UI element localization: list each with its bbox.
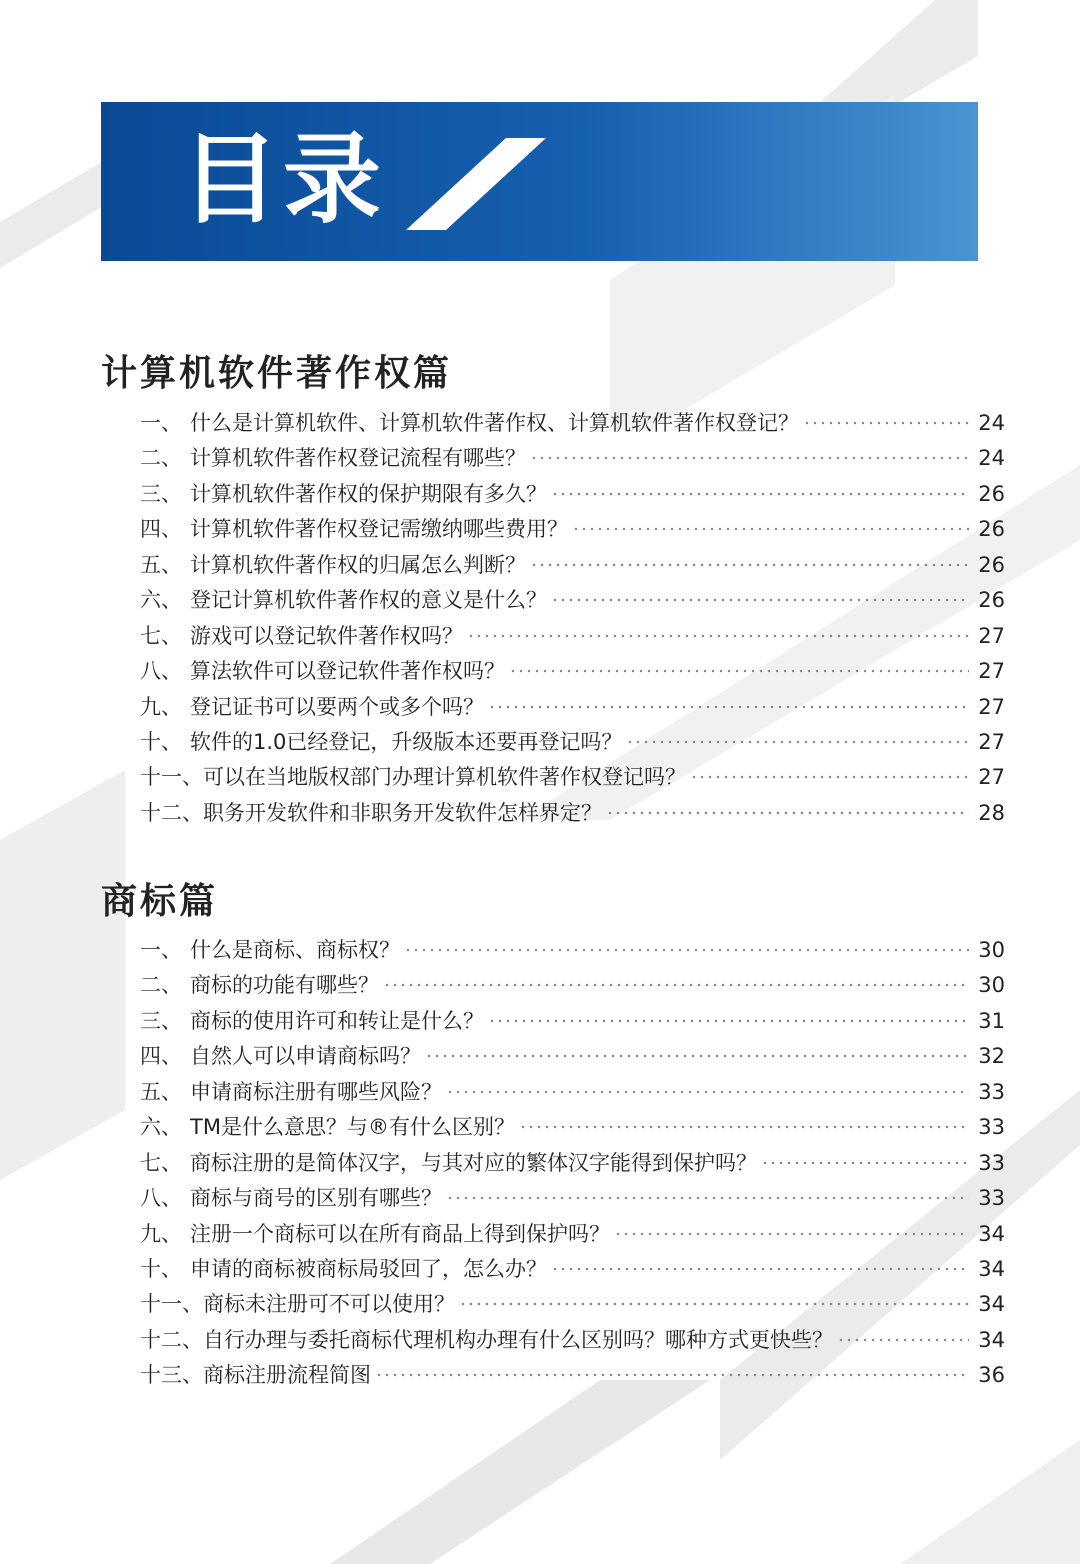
toc-entry-number: 十、 <box>140 729 182 754</box>
toc-list-software-copyright <box>140 406 1005 831</box>
toc-entry-page: 33 <box>978 1150 1005 1175</box>
toc-entry-number: 九、 <box>140 694 182 719</box>
toc-entry-page: 32 <box>978 1044 1005 1069</box>
dot-leader <box>404 948 969 952</box>
toc-entry-number: 七、 <box>140 1150 182 1175</box>
toc-entry-number: 四、 <box>140 1044 182 1069</box>
toc-entry-number: 十、 <box>140 1256 182 1281</box>
toc-entry-title: 游戏可以登记软件著作权吗？ <box>190 623 463 648</box>
toc-entry-number: 二、 <box>140 446 182 471</box>
toc-entry[interactable] <box>140 1217 1005 1252</box>
toc-entry-page: 34 <box>978 1221 1005 1246</box>
dot-leader <box>425 1054 969 1058</box>
stripe-bottom-right <box>900 1440 1080 1564</box>
toc-entry[interactable] <box>140 619 1005 654</box>
dot-leader <box>519 1125 969 1129</box>
toc-entry-page: 28 <box>978 800 1005 825</box>
dot-leader <box>446 1090 969 1094</box>
dot-leader <box>803 421 969 425</box>
toc-entry-title: 登记证书可以要两个或多个吗？ <box>190 694 484 719</box>
toc-entry-page: 33 <box>978 1115 1005 1140</box>
toc-entry-title: 计算机软件著作权的归属怎么判断？ <box>190 552 526 577</box>
dot-leader <box>383 983 969 987</box>
toc-entry-title: 职务开发软件和非职务开发软件怎样界定？ <box>203 800 602 825</box>
toc-entry[interactable] <box>140 1181 1005 1216</box>
toc-entry-page: 27 <box>978 623 1005 648</box>
toc-list-trademark <box>140 933 1005 1394</box>
toc-entry-number: 三、 <box>140 1008 182 1033</box>
toc-entry[interactable] <box>140 1358 1005 1393</box>
toc-entry-title: 商标与商号的区别有哪些？ <box>190 1186 442 1211</box>
toc-entry-title: 商标注册的是简体汉字，与其对应的繁体汉字能得到保护吗？ <box>190 1150 757 1175</box>
toc-entry[interactable] <box>140 725 1005 760</box>
stripe-top-left <box>0 160 105 268</box>
toc-entry-title: 什么是商标、商标权？ <box>190 938 400 962</box>
toc-entry[interactable] <box>140 1323 1005 1358</box>
toc-entry-number: 八、 <box>140 1186 182 1211</box>
toc-entry-page: 34 <box>978 1256 1005 1281</box>
toc-entry-title: 自行办理与委托商标代理机构办理有什么区别吗？哪种方式更快些？ <box>203 1327 833 1352</box>
toc-entry-title: 软件的1.0已经登记，升级版本还要再登记吗？ <box>190 729 623 754</box>
toc-entry-title: 注册一个商标可以在所有商品上得到保护吗？ <box>190 1221 610 1246</box>
dot-leader <box>606 811 969 815</box>
toc-entry[interactable] <box>140 441 1005 476</box>
toc-entry-page: 34 <box>978 1292 1005 1317</box>
toc-entry-number: 十二、 <box>140 800 203 825</box>
toc-entry[interactable] <box>140 406 1005 441</box>
toc-entry[interactable] <box>140 1146 1005 1181</box>
toc-entry[interactable] <box>140 796 1005 831</box>
toc-entry-page: 26 <box>978 481 1005 506</box>
dot-leader <box>761 1161 969 1165</box>
dot-leader <box>459 1302 969 1306</box>
toc-entry-page: 26 <box>978 517 1005 542</box>
toc-entry[interactable] <box>140 1004 1005 1039</box>
toc-entry-number: 七、 <box>140 623 182 648</box>
dot-leader <box>614 1232 969 1236</box>
dot-leader <box>488 1019 969 1023</box>
toc-entry-page: 24 <box>978 446 1005 471</box>
dot-leader <box>690 775 969 779</box>
toc-entry[interactable] <box>140 548 1005 583</box>
stripe-bottom-center <box>330 1380 710 1564</box>
toc-entry[interactable] <box>140 654 1005 689</box>
toc-entry-number: 二、 <box>140 973 182 998</box>
toc-entry-title: 什么是计算机软件、计算机软件著作权、计算机软件著作权登记？ <box>190 411 799 435</box>
toc-entry[interactable] <box>140 968 1005 1003</box>
dot-leader <box>551 1267 969 1271</box>
toc-entry-number: 四、 <box>140 517 182 542</box>
toc-entry[interactable] <box>140 512 1005 547</box>
dot-leader <box>837 1338 969 1342</box>
toc-entry[interactable] <box>140 1075 1005 1110</box>
toc-entry-number: 五、 <box>140 1079 182 1104</box>
dot-leader <box>446 1196 969 1200</box>
toc-entry-title: TM是什么意思？与®有什么区别？ <box>190 1115 515 1140</box>
toc-entry-page: 26 <box>978 552 1005 577</box>
toc-entry[interactable] <box>140 1252 1005 1287</box>
toc-entry-page: 34 <box>978 1327 1005 1352</box>
toc-entry-title: 商标注册流程简图 <box>203 1363 371 1388</box>
toc-entry-page: 30 <box>978 938 1005 962</box>
toc-entry-title: 申请商标注册有哪些风险？ <box>190 1079 442 1104</box>
header-banner <box>101 102 978 261</box>
toc-entry-title: 商标的功能有哪些？ <box>190 973 379 998</box>
toc-entry-title: 算法软件可以登记软件著作权吗？ <box>190 659 505 684</box>
toc-entry-number: 一、 <box>140 411 182 435</box>
toc-entry-title: 自然人可以申请商标吗？ <box>190 1044 421 1069</box>
section-title-trademark: 商标篇 <box>101 881 219 922</box>
toc-entry[interactable] <box>140 1110 1005 1145</box>
toc-entry-number: 五、 <box>140 552 182 577</box>
dot-leader <box>530 563 969 567</box>
toc-entry[interactable] <box>140 583 1005 618</box>
dot-leader <box>467 634 969 638</box>
toc-entry-page: 26 <box>978 588 1005 613</box>
toc-entry-title: 商标的使用许可和转让是什么？ <box>190 1008 484 1033</box>
toc-entry-page: 24 <box>978 411 1005 435</box>
page-title: 目录 <box>181 123 386 237</box>
toc-entry-title: 计算机软件著作权登记需缴纳哪些费用？ <box>190 517 568 542</box>
section-title-software-copyright: 计算机软件著作权篇 <box>101 353 453 394</box>
dot-leader <box>530 456 969 460</box>
toc-entry[interactable] <box>140 1287 1005 1322</box>
toc-entry-title: 计算机软件著作权登记流程有哪些？ <box>190 446 526 471</box>
toc-entry-number: 三、 <box>140 481 182 506</box>
toc-entry[interactable] <box>140 760 1005 795</box>
dot-leader <box>572 527 969 531</box>
toc-entry[interactable] <box>140 933 1005 968</box>
toc-entry-page: 27 <box>978 729 1005 754</box>
toc-entry-page: 36 <box>978 1363 1005 1388</box>
toc-entry-page: 27 <box>978 765 1005 790</box>
toc-entry[interactable] <box>140 477 1005 512</box>
toc-entry-page: 31 <box>978 1008 1005 1033</box>
toc-entry-number: 六、 <box>140 588 182 613</box>
dot-leader <box>509 669 969 673</box>
toc-entry-number: 十一、 <box>140 765 203 790</box>
toc-entry-page: 33 <box>978 1079 1005 1104</box>
toc-entry-page: 27 <box>978 694 1005 719</box>
toc-entry-number: 一、 <box>140 938 182 962</box>
stripe-mid-left <box>0 770 125 1180</box>
toc-entry-title: 计算机软件著作权的保护期限有多久？ <box>190 481 547 506</box>
toc-entry[interactable] <box>140 690 1005 725</box>
toc-entry-number: 九、 <box>140 1221 182 1246</box>
toc-entry-number: 十三、 <box>140 1363 203 1388</box>
toc-entry-number: 八、 <box>140 659 182 684</box>
dot-leader <box>626 740 969 744</box>
toc-entry-page: 33 <box>978 1186 1005 1211</box>
toc-entry-number: 十二、 <box>140 1327 203 1352</box>
toc-entry-page: 27 <box>978 659 1005 684</box>
toc-entry-title: 登记计算机软件著作权的意义是什么？ <box>190 588 547 613</box>
toc-entry-page: 30 <box>978 973 1005 998</box>
dot-leader <box>375 1373 969 1377</box>
toc-entry-number: 十一、 <box>140 1292 203 1317</box>
toc-entry-number: 六、 <box>140 1115 182 1140</box>
toc-entry-title: 申请的商标被商标局驳回了，怎么办？ <box>190 1256 547 1281</box>
slash-mark-icon <box>406 138 546 230</box>
toc-entry-title: 商标未注册可不可以使用？ <box>203 1292 455 1317</box>
dot-leader <box>488 705 969 709</box>
toc-entry[interactable] <box>140 1039 1005 1074</box>
toc-entry-title: 可以在当地版权部门办理计算机软件著作权登记吗？ <box>203 765 686 790</box>
dot-leader <box>551 492 969 496</box>
dot-leader <box>551 598 969 602</box>
